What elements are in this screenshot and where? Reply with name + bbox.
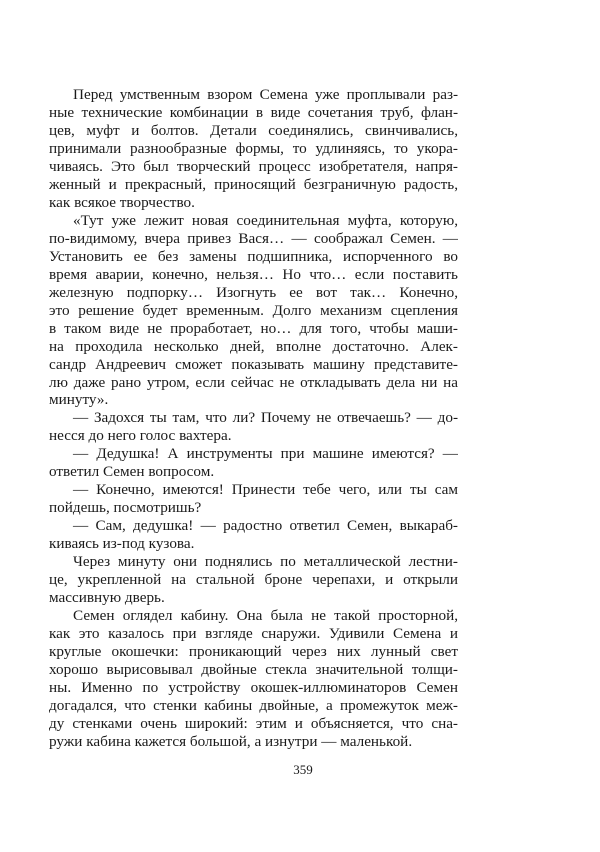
text-line: чиваясь. Это был творческий процесс изобретателя, напря- — [49, 157, 458, 175]
text-line: ны. Именно по устройству окошек-иллюминаторов Семен — [49, 678, 458, 696]
text-line: время аварии, конечно, нельзя… Но что… если поставить — [49, 265, 458, 283]
page-number: 359 — [293, 762, 313, 777]
text-line: догадался, что стенки кабины двойные, а промежуток меж- — [49, 696, 458, 714]
text-line: круглые окошечки: проникающий через них лунный свет — [49, 643, 458, 661]
text-line: ные технические комбинации в виде сочетания труб, флан- — [49, 103, 458, 121]
text-line: — Дедушка! А инструменты при машине имеются? — — [73, 445, 458, 463]
paragraph — [49, 86, 458, 212]
paragraph — [49, 517, 458, 553]
text-line: по-видимому, вчера привез Вася… — соображал Семен. — — [49, 229, 458, 247]
text-line: Установить ее без замены подшипника, испорченного во — [49, 247, 458, 265]
paragraph — [49, 445, 458, 481]
text-line: сандр Андреевич сможет показывать машину представите- — [49, 355, 458, 373]
text-line: ружи кабина кажется большой, а изнутри — маленькой. — [49, 732, 413, 750]
text-line: на проходила несколько дней, вполне достаточно. Алек- — [49, 337, 458, 355]
text-line: принимали разнообразные формы, то удлиняясь, то укора- — [49, 139, 458, 157]
text-line: несся до него голос вахтера. — [49, 427, 232, 445]
text-line: киваясь из-под кузова. — [49, 535, 195, 553]
text-line: минуту». — [49, 391, 109, 409]
text-line: ответил Семен вопросом. — [49, 463, 215, 481]
text-line: Через минуту они поднялись по металлической лестни- — [73, 553, 458, 571]
page-body — [49, 86, 458, 751]
paragraph — [49, 481, 458, 517]
text-line: Семен оглядел кабину. Она была не такой просторной, — [73, 607, 458, 625]
paragraph — [49, 409, 458, 445]
text-line: цев, муфт и болтов. Детали соединялись, свинчивались, — [49, 121, 458, 139]
text-line: как всякое творчество. — [49, 193, 195, 211]
text-line: это решение будет временным. Долго механизм сцепления — [49, 301, 458, 319]
text-line: железную подпорку… Изогнуть ее вот так… Конечно, — [49, 283, 458, 301]
text-line: женный и прекрасный, приносящий безграничную радость, — [49, 175, 458, 193]
text-line: ду стенками очень широкий: этим и объясняется, что сна- — [49, 714, 458, 732]
text-line: пойдешь, посмотришь? — [49, 499, 202, 517]
text-line: Перед умственным взором Семена уже проплывали раз- — [73, 86, 458, 103]
text-line: в таком виде не проработает, но… для того, чтобы маши- — [49, 319, 458, 337]
text-line: — Конечно, имеются! Принести тебе чего, или ты сам — [73, 481, 458, 499]
paragraph — [49, 607, 458, 751]
text-line: — Задохся ты там, что ли? Почему не отвечаешь? — до- — [73, 409, 458, 427]
text-line: лю даже рано утром, если сейчас не откладывать дела ни на — [49, 373, 458, 391]
text-line: це, укрепленной на стальной броне черепахи, и открыли — [49, 571, 458, 589]
text-line: массивную дверь. — [49, 589, 165, 607]
paragraph — [49, 212, 458, 410]
text-line: как это казалось при взгляде снаружи. Удивили Семена и — [49, 625, 458, 643]
text-line: — Сам, дедушка! — радостно ответил Семен, выкараб- — [73, 517, 458, 535]
text-line: хорошо вырисовывал двойные стекла значительной толщи- — [49, 661, 458, 678]
text-line: «Тут уже лежит новая соединительная муфта, которую, — [73, 211, 458, 229]
paragraph — [49, 553, 458, 607]
